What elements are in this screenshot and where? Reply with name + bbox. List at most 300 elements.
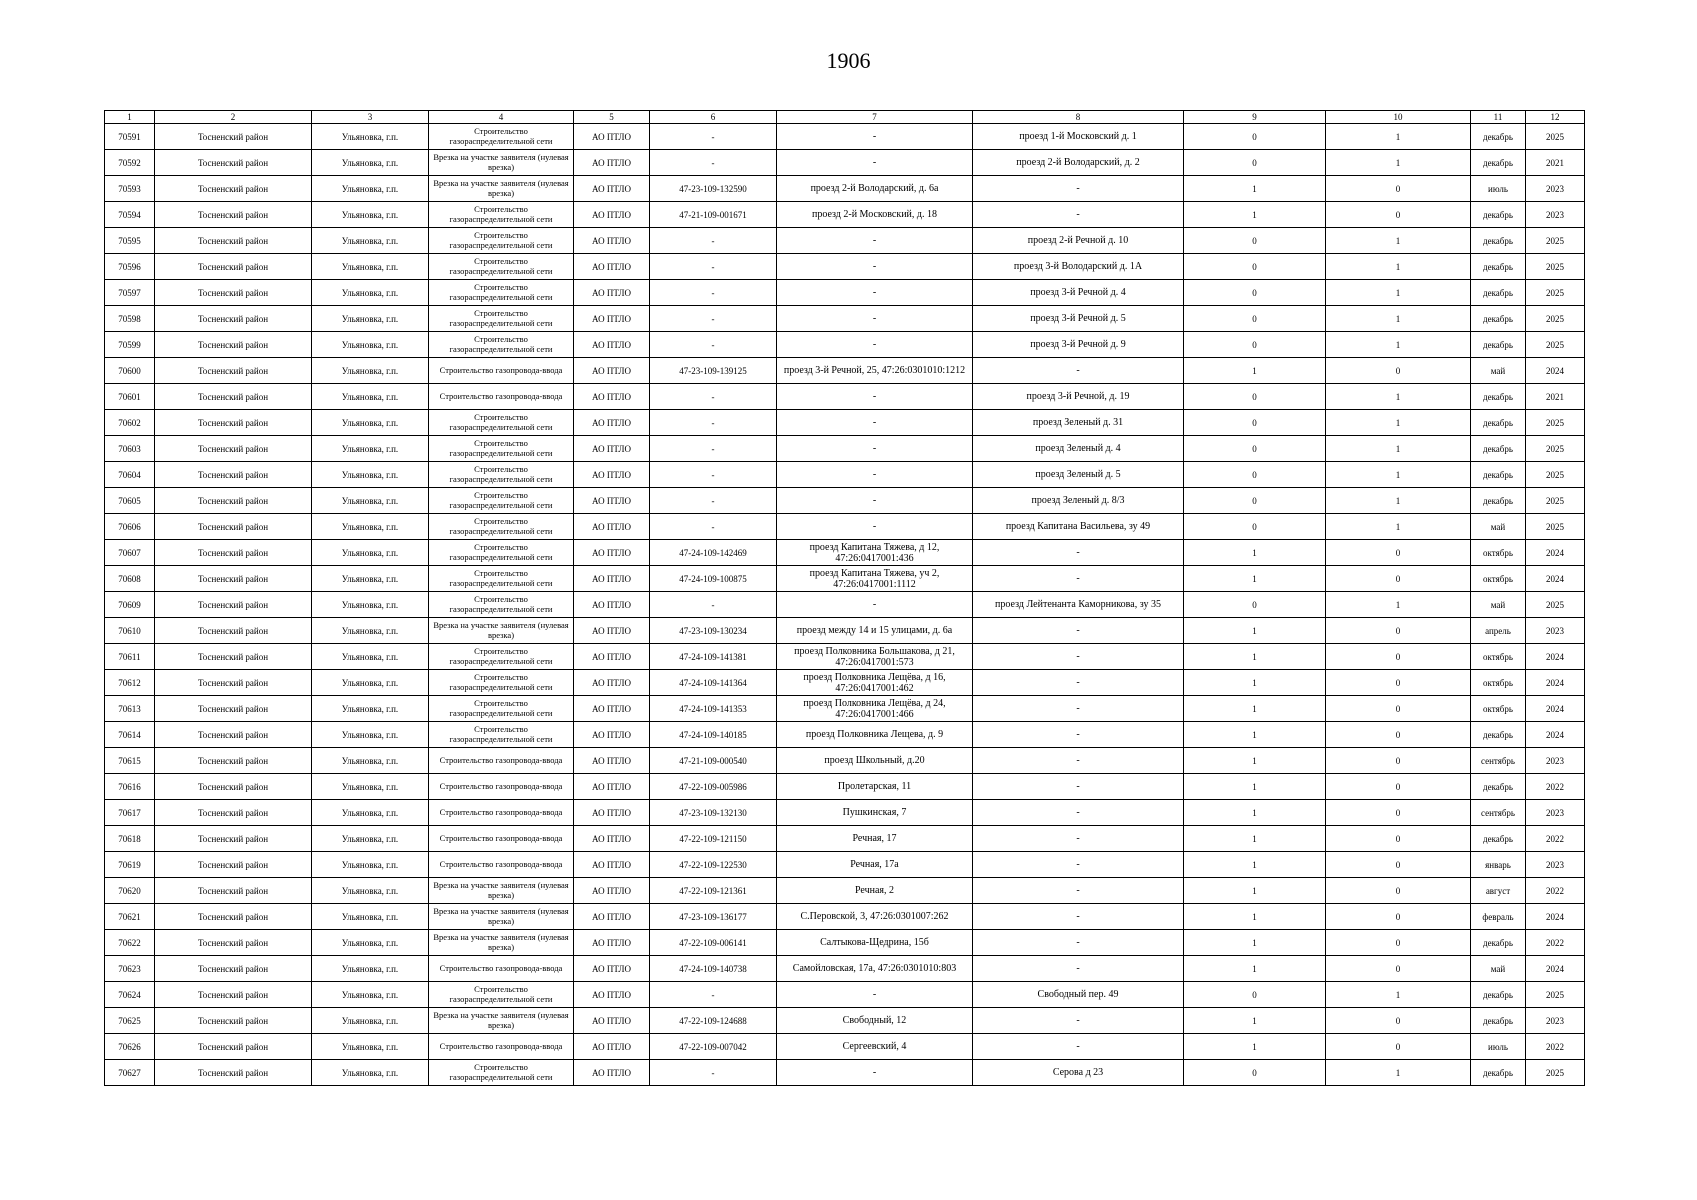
table-row xyxy=(105,150,1585,176)
table-row xyxy=(105,748,1585,774)
cell-settlement: Ульяновка, г.п. xyxy=(312,956,429,982)
cell-organization: АО ПТЛО xyxy=(574,696,650,722)
table-row xyxy=(105,332,1585,358)
cell-settlement: Ульяновка, г.п. xyxy=(312,280,429,306)
cell-object-address: проезд Капитана Тяжева, д 12, 47:26:0417001:436 xyxy=(777,540,973,566)
cell-month: сентябрь xyxy=(1471,748,1526,774)
cell-count-b: 0 xyxy=(1326,202,1471,228)
cell-year: 2021 xyxy=(1526,384,1585,410)
cell-district: Тосненский район xyxy=(155,332,312,358)
cell-record-number: 70604 xyxy=(105,462,155,488)
cell-year: 2024 xyxy=(1526,644,1585,670)
cell-district: Тосненский район xyxy=(155,644,312,670)
cell-application-number: - xyxy=(650,1060,777,1086)
cell-organization: АО ПТЛО xyxy=(574,280,650,306)
cell-work-type: Строительство газопровода-ввода xyxy=(429,956,574,982)
cell-count-a: 1 xyxy=(1184,904,1326,930)
cell-work-type: Строительство газораспределительной сети xyxy=(429,462,574,488)
cell-settlement: Ульяновка, г.п. xyxy=(312,514,429,540)
cell-planned-address: - xyxy=(973,202,1184,228)
cell-record-number: 70613 xyxy=(105,696,155,722)
cell-object-address: Свободный, 12 xyxy=(777,1008,973,1034)
cell-count-a: 0 xyxy=(1184,514,1326,540)
table-row xyxy=(105,124,1585,150)
cell-month: май xyxy=(1471,358,1526,384)
cell-district: Тосненский район xyxy=(155,410,312,436)
cell-count-a: 1 xyxy=(1184,800,1326,826)
cell-count-a: 1 xyxy=(1184,774,1326,800)
cell-application-number: 47-24-109-142469 xyxy=(650,540,777,566)
cell-settlement: Ульяновка, г.п. xyxy=(312,696,429,722)
cell-organization: АО ПТЛО xyxy=(574,1008,650,1034)
cell-record-number: 70621 xyxy=(105,904,155,930)
cell-count-a: 0 xyxy=(1184,488,1326,514)
cell-district: Тосненский район xyxy=(155,358,312,384)
table-row xyxy=(105,384,1585,410)
cell-record-number: 70612 xyxy=(105,670,155,696)
cell-work-type: Строительство газораспределительной сети xyxy=(429,644,574,670)
cell-year: 2024 xyxy=(1526,956,1585,982)
cell-object-address: проезд 2-й Володарский, д. 6а xyxy=(777,176,973,202)
cell-settlement: Ульяновка, г.п. xyxy=(312,176,429,202)
cell-settlement: Ульяновка, г.п. xyxy=(312,878,429,904)
cell-work-type: Строительство газораспределительной сети xyxy=(429,228,574,254)
cell-work-type: Строительство газопровода-ввода xyxy=(429,852,574,878)
cell-year: 2023 xyxy=(1526,852,1585,878)
cell-application-number: - xyxy=(650,124,777,150)
cell-work-type: Врезка на участке заявителя (нулевая врезка) xyxy=(429,1008,574,1034)
cell-year: 2025 xyxy=(1526,254,1585,280)
cell-settlement: Ульяновка, г.п. xyxy=(312,254,429,280)
cell-settlement: Ульяновка, г.п. xyxy=(312,1034,429,1060)
cell-work-type: Врезка на участке заявителя (нулевая врезка) xyxy=(429,618,574,644)
cell-month: декабрь xyxy=(1471,306,1526,332)
cell-district: Тосненский район xyxy=(155,722,312,748)
cell-work-type: Строительство газопровода-ввода xyxy=(429,1034,574,1060)
cell-work-type: Строительство газораспределительной сети xyxy=(429,514,574,540)
cell-count-a: 1 xyxy=(1184,202,1326,228)
cell-year: 2024 xyxy=(1526,566,1585,592)
cell-district: Тосненский район xyxy=(155,1060,312,1086)
cell-work-type: Строительство газораспределительной сети xyxy=(429,410,574,436)
cell-count-b: 0 xyxy=(1326,540,1471,566)
cell-year: 2024 xyxy=(1526,722,1585,748)
cell-settlement: Ульяновка, г.п. xyxy=(312,540,429,566)
column-header-6: 6 xyxy=(650,111,777,124)
cell-count-a: 0 xyxy=(1184,384,1326,410)
cell-count-b: 1 xyxy=(1326,124,1471,150)
cell-year: 2023 xyxy=(1526,202,1585,228)
cell-organization: АО ПТЛО xyxy=(574,852,650,878)
table-row xyxy=(105,488,1585,514)
cell-count-a: 1 xyxy=(1184,826,1326,852)
cell-count-a: 1 xyxy=(1184,852,1326,878)
cell-planned-address: проезд 2-й Володарский, д. 2 xyxy=(973,150,1184,176)
cell-work-type: Строительство газораспределительной сети xyxy=(429,982,574,1008)
cell-planned-address: - xyxy=(973,176,1184,202)
cell-settlement: Ульяновка, г.п. xyxy=(312,410,429,436)
cell-organization: АО ПТЛО xyxy=(574,332,650,358)
cell-work-type: Врезка на участке заявителя (нулевая врезка) xyxy=(429,930,574,956)
cell-year: 2024 xyxy=(1526,358,1585,384)
column-header-11: 11 xyxy=(1471,111,1526,124)
cell-application-number: - xyxy=(650,332,777,358)
cell-year: 2022 xyxy=(1526,774,1585,800)
cell-application-number: - xyxy=(650,592,777,618)
cell-district: Тосненский район xyxy=(155,930,312,956)
cell-planned-address: Серова д 23 xyxy=(973,1060,1184,1086)
cell-month: октябрь xyxy=(1471,540,1526,566)
cell-month: декабрь xyxy=(1471,774,1526,800)
cell-application-number: 47-22-109-122530 xyxy=(650,852,777,878)
cell-settlement: Ульяновка, г.п. xyxy=(312,462,429,488)
cell-district: Тосненский район xyxy=(155,748,312,774)
cell-planned-address: - xyxy=(973,1034,1184,1060)
table-row xyxy=(105,878,1585,904)
cell-organization: АО ПТЛО xyxy=(574,930,650,956)
cell-count-b: 0 xyxy=(1326,644,1471,670)
cell-count-a: 0 xyxy=(1184,332,1326,358)
cell-district: Тосненский район xyxy=(155,566,312,592)
cell-record-number: 70610 xyxy=(105,618,155,644)
cell-settlement: Ульяновка, г.п. xyxy=(312,1008,429,1034)
cell-count-b: 0 xyxy=(1326,358,1471,384)
cell-count-b: 1 xyxy=(1326,384,1471,410)
table-row xyxy=(105,202,1585,228)
cell-count-b: 0 xyxy=(1326,670,1471,696)
table-header-row xyxy=(105,111,1585,124)
column-header-5: 5 xyxy=(574,111,650,124)
cell-application-number: 47-22-109-124688 xyxy=(650,1008,777,1034)
cell-year: 2025 xyxy=(1526,228,1585,254)
cell-record-number: 70623 xyxy=(105,956,155,982)
cell-planned-address: - xyxy=(973,904,1184,930)
cell-district: Тосненский район xyxy=(155,878,312,904)
cell-settlement: Ульяновка, г.п. xyxy=(312,202,429,228)
cell-count-b: 1 xyxy=(1326,254,1471,280)
cell-organization: АО ПТЛО xyxy=(574,670,650,696)
cell-application-number: - xyxy=(650,254,777,280)
cell-object-address: проезд 2-й Московский, д. 18 xyxy=(777,202,973,228)
cell-count-b: 1 xyxy=(1326,410,1471,436)
cell-organization: АО ПТЛО xyxy=(574,722,650,748)
cell-organization: АО ПТЛО xyxy=(574,202,650,228)
cell-settlement: Ульяновка, г.п. xyxy=(312,852,429,878)
cell-count-b: 1 xyxy=(1326,982,1471,1008)
cell-application-number: 47-24-109-100875 xyxy=(650,566,777,592)
cell-settlement: Ульяновка, г.п. xyxy=(312,618,429,644)
cell-application-number: - xyxy=(650,306,777,332)
cell-month: июль xyxy=(1471,176,1526,202)
cell-work-type: Строительство газораспределительной сети xyxy=(429,332,574,358)
cell-year: 2025 xyxy=(1526,1060,1585,1086)
cell-planned-address: проезд Капитана Васильева, зу 49 xyxy=(973,514,1184,540)
cell-application-number: 47-24-109-141364 xyxy=(650,670,777,696)
column-header-3: 3 xyxy=(312,111,429,124)
cell-district: Тосненский район xyxy=(155,1008,312,1034)
cell-district: Тосненский район xyxy=(155,774,312,800)
cell-planned-address: проезд 3-й Речной, д. 19 xyxy=(973,384,1184,410)
cell-settlement: Ульяновка, г.п. xyxy=(312,332,429,358)
cell-settlement: Ульяновка, г.п. xyxy=(312,670,429,696)
cell-application-number: 47-22-109-121150 xyxy=(650,826,777,852)
cell-application-number: - xyxy=(650,228,777,254)
cell-count-a: 1 xyxy=(1184,1008,1326,1034)
cell-district: Тосненский район xyxy=(155,202,312,228)
cell-year: 2022 xyxy=(1526,878,1585,904)
column-header-7: 7 xyxy=(777,111,973,124)
cell-object-address: - xyxy=(777,124,973,150)
cell-object-address: Салтыкова-Щедрина, 15б xyxy=(777,930,973,956)
cell-organization: АО ПТЛО xyxy=(574,358,650,384)
cell-organization: АО ПТЛО xyxy=(574,774,650,800)
cell-planned-address: проезд 3-й Володарский д. 1А xyxy=(973,254,1184,280)
cell-count-a: 1 xyxy=(1184,878,1326,904)
cell-planned-address: - xyxy=(973,852,1184,878)
cell-count-b: 1 xyxy=(1326,150,1471,176)
cell-district: Тосненский район xyxy=(155,1034,312,1060)
cell-count-b: 0 xyxy=(1326,904,1471,930)
cell-record-number: 70598 xyxy=(105,306,155,332)
cell-record-number: 70597 xyxy=(105,280,155,306)
cell-count-b: 0 xyxy=(1326,748,1471,774)
cell-count-b: 1 xyxy=(1326,280,1471,306)
cell-month: декабрь xyxy=(1471,462,1526,488)
cell-application-number: 47-23-109-132130 xyxy=(650,800,777,826)
table-row xyxy=(105,228,1585,254)
cell-record-number: 70599 xyxy=(105,332,155,358)
cell-district: Тосненский район xyxy=(155,462,312,488)
cell-month: декабрь xyxy=(1471,150,1526,176)
cell-year: 2024 xyxy=(1526,904,1585,930)
cell-work-type: Строительство газораспределительной сети xyxy=(429,592,574,618)
cell-planned-address: - xyxy=(973,644,1184,670)
cell-district: Тосненский район xyxy=(155,540,312,566)
cell-count-b: 1 xyxy=(1326,514,1471,540)
cell-year: 2025 xyxy=(1526,280,1585,306)
cell-planned-address: - xyxy=(973,540,1184,566)
cell-month: май xyxy=(1471,514,1526,540)
cell-count-a: 1 xyxy=(1184,540,1326,566)
cell-district: Тосненский район xyxy=(155,228,312,254)
cell-record-number: 70601 xyxy=(105,384,155,410)
cell-month: декабрь xyxy=(1471,124,1526,150)
cell-year: 2025 xyxy=(1526,436,1585,462)
cell-planned-address: - xyxy=(973,722,1184,748)
cell-month: август xyxy=(1471,878,1526,904)
cell-application-number: 47-23-109-136177 xyxy=(650,904,777,930)
cell-planned-address: проезд 3-й Речной д. 5 xyxy=(973,306,1184,332)
cell-record-number: 70605 xyxy=(105,488,155,514)
table-row xyxy=(105,592,1585,618)
cell-organization: АО ПТЛО xyxy=(574,228,650,254)
cell-settlement: Ульяновка, г.п. xyxy=(312,826,429,852)
cell-application-number: - xyxy=(650,488,777,514)
cell-count-a: 1 xyxy=(1184,1034,1326,1060)
cell-application-number: 47-24-109-140185 xyxy=(650,722,777,748)
cell-district: Тосненский район xyxy=(155,124,312,150)
column-header-2: 2 xyxy=(155,111,312,124)
cell-organization: АО ПТЛО xyxy=(574,176,650,202)
cell-district: Тосненский район xyxy=(155,618,312,644)
cell-count-b: 0 xyxy=(1326,566,1471,592)
cell-organization: АО ПТЛО xyxy=(574,254,650,280)
cell-work-type: Строительство газопровода-ввода xyxy=(429,826,574,852)
cell-work-type: Строительство газораспределительной сети xyxy=(429,280,574,306)
cell-count-a: 0 xyxy=(1184,228,1326,254)
cell-object-address: Речная, 17 xyxy=(777,826,973,852)
cell-application-number: 47-23-109-132590 xyxy=(650,176,777,202)
cell-planned-address: проезд 3-й Речной д. 4 xyxy=(973,280,1184,306)
cell-month: апрель xyxy=(1471,618,1526,644)
cell-year: 2025 xyxy=(1526,124,1585,150)
table-row xyxy=(105,1008,1585,1034)
cell-count-a: 1 xyxy=(1184,670,1326,696)
cell-planned-address: проезд Зеленый д. 31 xyxy=(973,410,1184,436)
cell-organization: АО ПТЛО xyxy=(574,462,650,488)
cell-object-address: - xyxy=(777,488,973,514)
cell-object-address: - xyxy=(777,436,973,462)
register-table xyxy=(104,110,1585,1086)
cell-application-number: 47-22-109-005986 xyxy=(650,774,777,800)
cell-planned-address: - xyxy=(973,618,1184,644)
cell-object-address: проезд между 14 и 15 улицами, д. 6а xyxy=(777,618,973,644)
cell-count-b: 1 xyxy=(1326,592,1471,618)
cell-application-number: 47-24-109-140738 xyxy=(650,956,777,982)
cell-settlement: Ульяновка, г.п. xyxy=(312,644,429,670)
cell-count-b: 0 xyxy=(1326,930,1471,956)
table-row xyxy=(105,644,1585,670)
table-row xyxy=(105,566,1585,592)
cell-object-address: - xyxy=(777,592,973,618)
cell-application-number: 47-22-109-121361 xyxy=(650,878,777,904)
cell-count-b: 0 xyxy=(1326,618,1471,644)
cell-count-b: 0 xyxy=(1326,956,1471,982)
cell-application-number: 47-22-109-006141 xyxy=(650,930,777,956)
cell-work-type: Строительство газораспределительной сети xyxy=(429,488,574,514)
cell-work-type: Строительство газопровода-ввода xyxy=(429,358,574,384)
cell-organization: АО ПТЛО xyxy=(574,982,650,1008)
table-row xyxy=(105,826,1585,852)
cell-planned-address: - xyxy=(973,774,1184,800)
cell-organization: АО ПТЛО xyxy=(574,1034,650,1060)
table-row xyxy=(105,930,1585,956)
cell-district: Тосненский район xyxy=(155,696,312,722)
cell-year: 2023 xyxy=(1526,618,1585,644)
table-row xyxy=(105,618,1585,644)
cell-year: 2025 xyxy=(1526,462,1585,488)
cell-month: февраль xyxy=(1471,904,1526,930)
table-row xyxy=(105,436,1585,462)
cell-organization: АО ПТЛО xyxy=(574,540,650,566)
cell-count-b: 1 xyxy=(1326,1060,1471,1086)
cell-count-b: 0 xyxy=(1326,800,1471,826)
cell-record-number: 70606 xyxy=(105,514,155,540)
cell-application-number: - xyxy=(650,384,777,410)
cell-district: Тосненский район xyxy=(155,514,312,540)
cell-record-number: 70595 xyxy=(105,228,155,254)
cell-organization: АО ПТЛО xyxy=(574,618,650,644)
cell-settlement: Ульяновка, г.п. xyxy=(312,488,429,514)
cell-month: декабрь xyxy=(1471,982,1526,1008)
table-row xyxy=(105,280,1585,306)
cell-count-a: 1 xyxy=(1184,358,1326,384)
cell-month: декабрь xyxy=(1471,202,1526,228)
cell-object-address: проезд Полковника Лещёва, д 24, 47:26:0417001:466 xyxy=(777,696,973,722)
cell-work-type: Врезка на участке заявителя (нулевая врезка) xyxy=(429,176,574,202)
cell-work-type: Строительство газопровода-ввода xyxy=(429,774,574,800)
cell-planned-address: Свободный пер. 49 xyxy=(973,982,1184,1008)
cell-application-number: 47-23-109-130234 xyxy=(650,618,777,644)
cell-month: декабрь xyxy=(1471,930,1526,956)
cell-month: октябрь xyxy=(1471,644,1526,670)
cell-application-number: 47-21-109-000540 xyxy=(650,748,777,774)
cell-record-number: 70617 xyxy=(105,800,155,826)
cell-month: май xyxy=(1471,956,1526,982)
cell-object-address: С.Перовской, 3, 47:26:0301007:262 xyxy=(777,904,973,930)
cell-district: Тосненский район xyxy=(155,384,312,410)
cell-settlement: Ульяновка, г.п. xyxy=(312,592,429,618)
cell-object-address: Самойловская, 17а, 47:26:0301010:803 xyxy=(777,956,973,982)
cell-planned-address: - xyxy=(973,878,1184,904)
cell-year: 2022 xyxy=(1526,930,1585,956)
cell-object-address: - xyxy=(777,462,973,488)
cell-month: декабрь xyxy=(1471,280,1526,306)
cell-object-address: проезд Школьный, д.20 xyxy=(777,748,973,774)
cell-settlement: Ульяновка, г.п. xyxy=(312,358,429,384)
cell-count-a: 0 xyxy=(1184,592,1326,618)
table-row xyxy=(105,722,1585,748)
cell-object-address: проезд Полковника Лещёва, д 16, 47:26:0417001:462 xyxy=(777,670,973,696)
cell-district: Тосненский район xyxy=(155,306,312,332)
cell-work-type: Строительство газораспределительной сети xyxy=(429,696,574,722)
cell-object-address: проезд 3-й Речной, 25, 47:26:0301010:1212 xyxy=(777,358,973,384)
cell-application-number: - xyxy=(650,150,777,176)
cell-record-number: 70593 xyxy=(105,176,155,202)
cell-settlement: Ульяновка, г.п. xyxy=(312,748,429,774)
cell-year: 2024 xyxy=(1526,696,1585,722)
cell-month: май xyxy=(1471,592,1526,618)
cell-object-address: - xyxy=(777,514,973,540)
cell-settlement: Ульяновка, г.п. xyxy=(312,124,429,150)
cell-record-number: 70611 xyxy=(105,644,155,670)
cell-count-a: 1 xyxy=(1184,956,1326,982)
cell-work-type: Строительство газораспределительной сети xyxy=(429,254,574,280)
cell-organization: АО ПТЛО xyxy=(574,800,650,826)
cell-organization: АО ПТЛО xyxy=(574,436,650,462)
cell-count-b: 0 xyxy=(1326,826,1471,852)
cell-work-type: Строительство газораспределительной сети xyxy=(429,436,574,462)
cell-work-type: Строительство газораспределительной сети xyxy=(429,722,574,748)
cell-record-number: 70596 xyxy=(105,254,155,280)
cell-object-address: - xyxy=(777,982,973,1008)
cell-organization: АО ПТЛО xyxy=(574,514,650,540)
cell-planned-address: - xyxy=(973,930,1184,956)
cell-count-b: 0 xyxy=(1326,176,1471,202)
cell-application-number: 47-24-109-141381 xyxy=(650,644,777,670)
cell-count-b: 0 xyxy=(1326,774,1471,800)
cell-district: Тосненский район xyxy=(155,436,312,462)
cell-count-b: 1 xyxy=(1326,462,1471,488)
cell-count-b: 0 xyxy=(1326,696,1471,722)
cell-count-a: 1 xyxy=(1184,722,1326,748)
cell-count-a: 0 xyxy=(1184,982,1326,1008)
cell-count-a: 0 xyxy=(1184,254,1326,280)
cell-month: декабрь xyxy=(1471,1008,1526,1034)
cell-count-b: 1 xyxy=(1326,488,1471,514)
cell-count-a: 1 xyxy=(1184,566,1326,592)
cell-count-a: 0 xyxy=(1184,410,1326,436)
